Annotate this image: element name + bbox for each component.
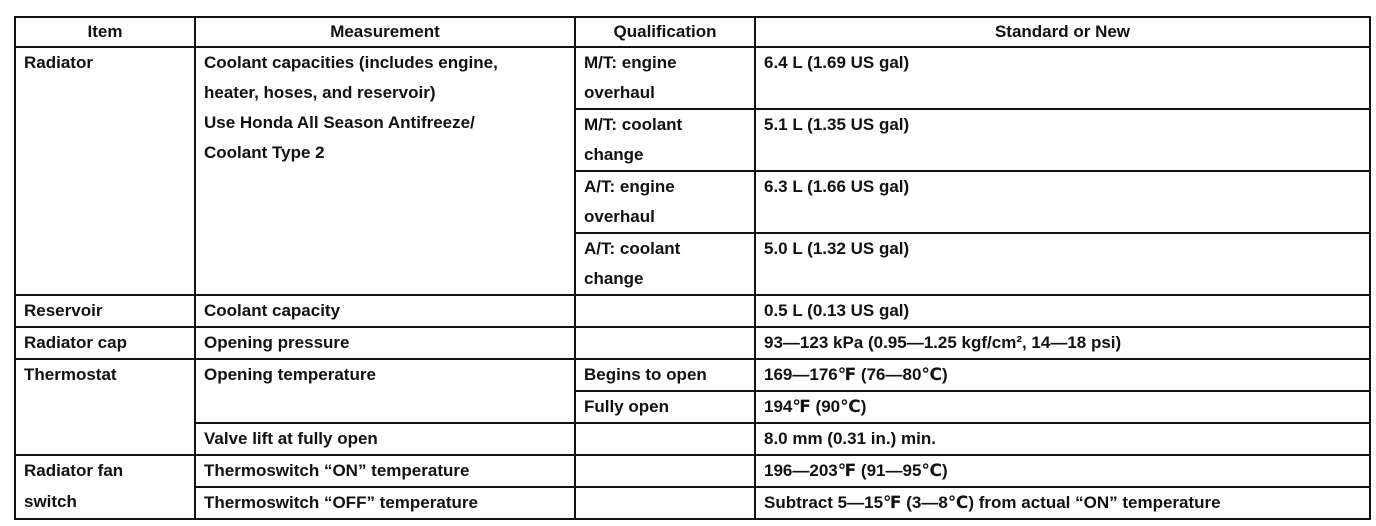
qualification-line: M/T: coolant (584, 115, 683, 134)
fan-switch-on-measurement: Thermoswitch “ON” temperature (195, 455, 575, 487)
qualification-line: change (584, 269, 644, 288)
qualification-line: A/T: engine (584, 177, 675, 196)
qualification-line: overhaul (584, 207, 655, 226)
fan-switch-off-measurement: Thermoswitch “OFF” temperature (195, 487, 575, 519)
radiator-cap-item: Radiator cap (15, 327, 195, 359)
fan-switch-on-value: 196—203℉ (91—95℃) (755, 455, 1370, 487)
qualification-cell (575, 171, 755, 233)
reservoir-item: Reservoir (15, 295, 195, 327)
fan-switch-item-line1: Radiator fan (15, 455, 195, 487)
value-cell: 5.0 L (1.32 US gal) (755, 233, 1370, 295)
header-qualification: Qualification (575, 17, 755, 47)
thermostat-fully-qualification: Fully open (575, 391, 755, 423)
table-row (15, 327, 1370, 359)
table-row (15, 455, 1370, 487)
table-row (15, 295, 1370, 327)
qualification-cell (575, 233, 755, 295)
radiator-item-cell (15, 47, 195, 295)
thermostat-begins-qualification: Begins to open (575, 359, 755, 391)
thermostat-measurement: Opening temperature (195, 359, 575, 423)
radiator-cap-measurement: Opening pressure (195, 327, 575, 359)
qualification-cell (575, 109, 755, 171)
qualification-line: change (584, 145, 644, 164)
table-row (15, 359, 1370, 391)
thermostat-lift-qualification (575, 423, 755, 455)
table-row (15, 47, 1370, 109)
thermostat-begins-value: 169—176℉ (76—80℃) (755, 359, 1370, 391)
specifications-table (14, 16, 1371, 520)
reservoir-value: 0.5 L (0.13 US gal) (755, 295, 1370, 327)
header-measurement: Measurement (195, 17, 575, 47)
thermostat-item: Thermostat (15, 359, 195, 455)
reservoir-measurement: Coolant capacity (195, 295, 575, 327)
qualification-line: overhaul (584, 83, 655, 102)
qualification-cell (575, 47, 755, 109)
radiator-measurement-cell (195, 47, 575, 295)
thermostat-fully-value: 194℉ (90℃) (755, 391, 1370, 423)
header-row (15, 17, 1370, 47)
fan-switch-off-value: Subtract 5—15℉ (3—8℃) from actual “ON” temperature (755, 487, 1370, 519)
radiator-measurement-line: Coolant capacities (includes engine, (204, 53, 498, 72)
radiator-measurement-line: Use Honda All Season Antifreeze/ (204, 113, 475, 132)
value-cell: 5.1 L (1.35 US gal) (755, 109, 1370, 171)
value-cell: 6.3 L (1.66 US gal) (755, 171, 1370, 233)
radiator-cap-value: 93—123 kPa (0.95—1.25 kgf/cm², 14—18 psi) (755, 327, 1370, 359)
radiator-cap-qualification (575, 327, 755, 359)
fan-switch-off-qualification (575, 487, 755, 519)
value-cell: 6.4 L (1.69 US gal) (755, 47, 1370, 109)
reservoir-qualification (575, 295, 755, 327)
qualification-line: A/T: coolant (584, 239, 681, 258)
table-row (15, 423, 1370, 455)
qualification-line: M/T: engine (584, 53, 677, 72)
thermostat-lift-measurement: Valve lift at fully open (195, 423, 575, 455)
fan-switch-item-line2: switch (15, 487, 195, 519)
header-standard: Standard or New (755, 17, 1370, 47)
fan-switch-on-qualification (575, 455, 755, 487)
thermostat-lift-value: 8.0 mm (0.31 in.) min. (755, 423, 1370, 455)
radiator-measurement-line: Coolant Type 2 (204, 143, 325, 162)
radiator-item: Radiator (24, 53, 93, 72)
header-item: Item (15, 17, 195, 47)
table-row (15, 487, 1370, 519)
radiator-measurement-line: heater, hoses, and reservoir) (204, 83, 436, 102)
